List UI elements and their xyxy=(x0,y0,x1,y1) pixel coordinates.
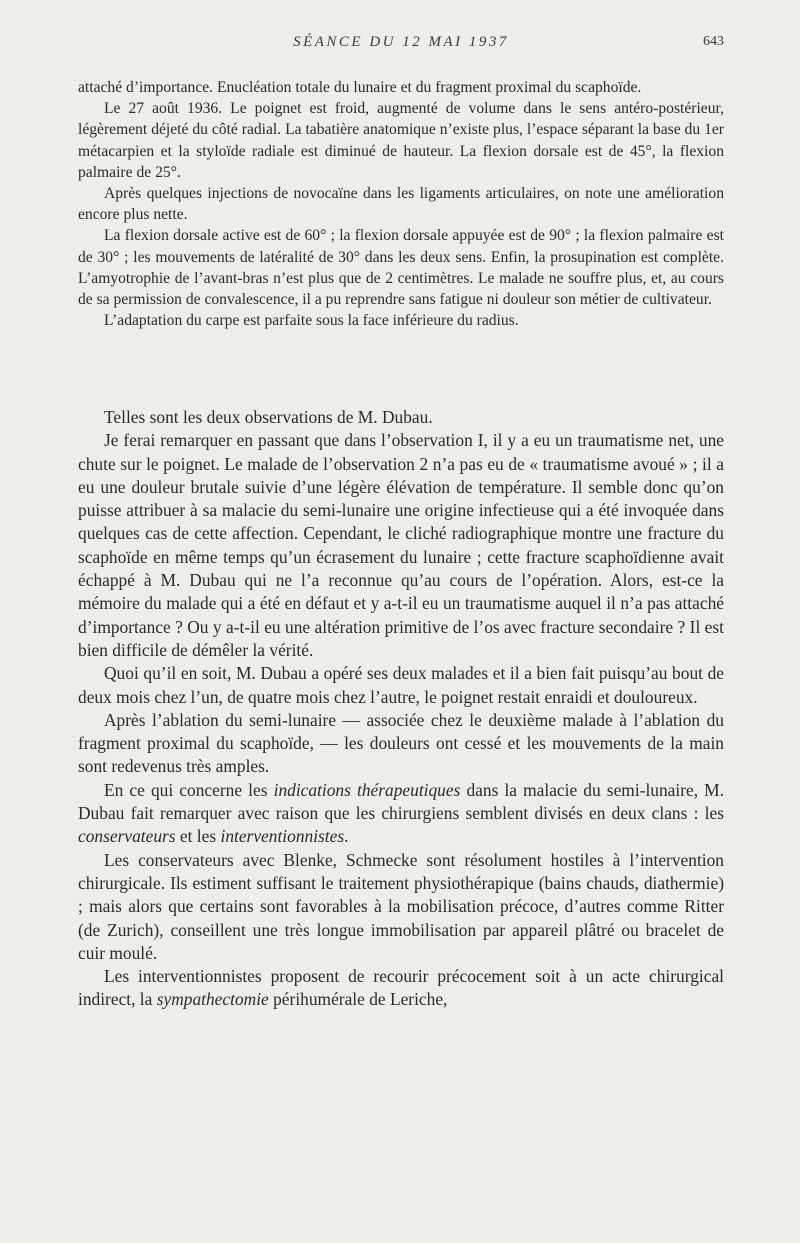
commentary-section xyxy=(78,406,724,1012)
paragraph-followup: Le 27 août 1936. Le poignet est froid, augmenté de volume dans le sens antéro-postérieur, légèrement déjeté du côté radial. La tabatière anatomique n’existe plus, l’espace séparant la base du 1er métacarpien et la styloïde radiale est diminué de hauteur. La flexion dorsale est de 45°, la flexion palmaire de 25°. xyxy=(78,100,724,181)
paragraph-observations: Telles sont les deux observations de M. Dubau. xyxy=(104,407,433,427)
paragraph-indications xyxy=(78,779,724,849)
paragraph-interventionnistes xyxy=(78,965,724,1012)
paragraph-adaptation: L’adaptation du carpe est parfaite sous la face inférieure du radius. xyxy=(104,312,519,330)
text-run: . xyxy=(344,826,349,847)
italic-term-indications: indications thérapeutiques xyxy=(273,779,461,800)
italic-term-sympathectomie: sympathectomie xyxy=(156,989,269,1010)
italic-term-interventionnistes: interventionnistes xyxy=(220,826,345,847)
text-run: périhumérale de Leriche, xyxy=(268,989,448,1010)
text-run: En ce qui concerne les xyxy=(104,779,274,800)
text-run: dans la malacie du semi-lunaire, M. Dubau fait remarquer avec raison que les chirurgiens semblent divisés en deux clans : les xyxy=(78,779,724,824)
page-number: 643 xyxy=(703,34,724,49)
paragraph-injections: Après quelques injections de novocaïne dans les ligaments articulaires, on note une amélioration encore plus nette. xyxy=(78,185,724,224)
text-run: Les interventionnistes proposent de recourir précocement soit à un acte chirurgical indirect, la xyxy=(78,966,724,1010)
running-head xyxy=(78,34,724,54)
paragraph-traumatism: Je ferai remarquer en passant que dans l’observation I, il y a eu un traumatisme net, une chute sur le poignet. Le malade de l’observation 2 n’a pas eu de « traumatisme avoué » ; il a eu une douleur brutale suivie d’une légère élévation de température. Il semble donc qu’on puisse attribuer à sa malacie du semi-lunaire une origine infectieuse qui a été invoquée dans quelques cas de cette affection. Cependant, le cliché radiographique montre une fracture du scaphoïde en même temps qu’un écrasement du lunaire ; cette fracture scaphoïdienne avait échappé à M. Dubau qui ne l’a reconnue qu’au cours de l’opération. Alors, est-ce la mémoire du malade qui a été en défaut et y a-t-il eu un traumatisme auquel il n’a pas attaché d’importance ? Ou y a-t-il eu une altération primitive de l’os avec fracture secondaire ? Il est bien difficile de démêler la vérité. xyxy=(78,430,724,660)
text-run: et les xyxy=(175,826,221,847)
italic-term-conservateurs: conservateurs xyxy=(78,826,176,847)
paragraph-continuation: attaché d’importance. Enucléation totale du lunaire et du fragment proximal du scaphoïde. xyxy=(78,79,642,96)
paragraph-conservateurs: Les conservateurs avec Blenke, Schmecke sont résolument hostiles à l’intervention chirurgicale. Ils estiment suffisant le traitement physiothérapique (bains chauds, diathermie) ; mais alors que certains sont favorables à la mobilisation précoce, d’autres comme Ritter (de Zurich), conseillent une très longue immobilisation par appareil plâtré ou bracelet de cuir moulé. xyxy=(78,849,724,963)
paragraph-ablation: Après l’ablation du semi-lunaire — associée chez le deuxième malade à l’ablation du fragment proximal du scaphoïde, — les douleurs ont cessé et les mouvements de la main sont redevenus très amples. xyxy=(78,709,724,777)
paragraph-operation: Quoi qu’il en soit, M. Dubau a opéré ses deux malades et il a bien fait puisqu’au bout de deux mois chez l’un, de quatre mois chez l’autre, le poignet restait enraidi et douloureux. xyxy=(78,663,724,707)
case-report-section xyxy=(78,77,724,331)
paragraph-mobility: La flexion dorsale active est de 60° ; la flexion dorsale appuyée est de 90° ; la flexion palmaire est de 30° ; les mouvements de latéralité de 30° dans les deux sens. Enfin, la prosupination est complète. L’amyotrophie de l’avant-bras n’est plus que de 2 centimètres. Le malade ne souffre plus, et, au cours de sa permission de convalescence, il a pu reprendre sans fatigue ni douleur son métier de cultivateur. xyxy=(78,227,724,309)
running-title: SÉANCE DU 12 MAI 1937 xyxy=(293,34,509,50)
